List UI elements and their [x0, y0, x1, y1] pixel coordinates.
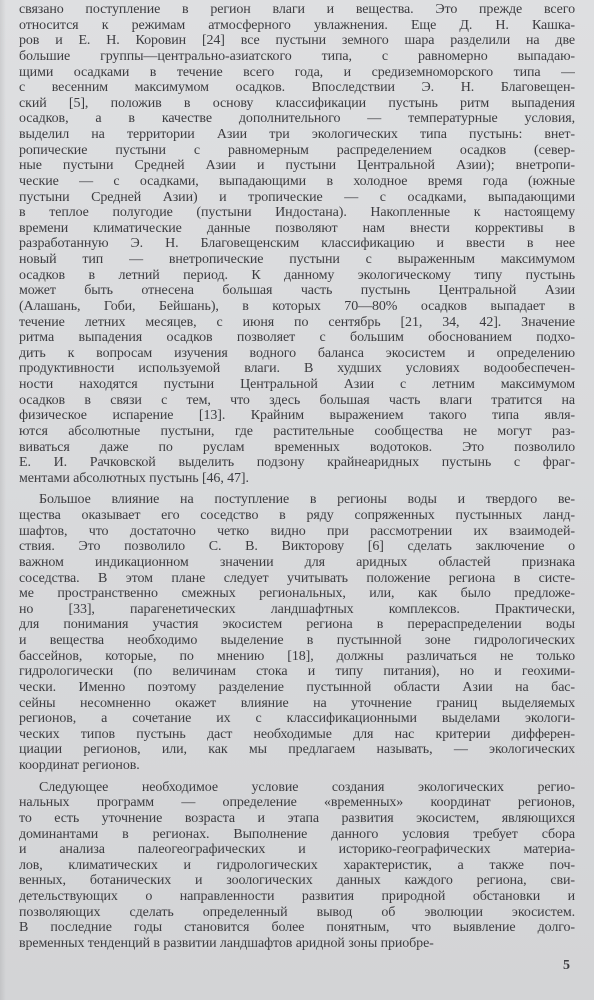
page-number: 5: [563, 958, 570, 973]
text-line: виваться даже по руслам временных водотоков. Это позволило: [19, 439, 575, 455]
text-line: лов, климатических и гидрологических характеристик, а также поч-: [19, 857, 575, 873]
text-line: доминантами в регионах. Выполнение данного условия требует сбора: [19, 826, 575, 842]
text-line: ности находятся пустыни Центральной Азии с летним максимумом: [19, 377, 575, 392]
text-line: осадков в связи с тем, что здесь большая часть влаги тратится на: [19, 392, 575, 408]
text-line: течение летних месяцев, с июня по сентябрь [21, 34, 42]. Значение: [19, 314, 575, 330]
text-line: ческих типов пустынь даст необходимые для нас критерии дифферен-: [19, 726, 575, 742]
text-line: (Алашань, Гоби, Бейшань), в которых 70—80% осадков выпадает в: [19, 298, 575, 314]
text-line: венных, ботанических и зоологических данных каждого региона, сви-: [19, 873, 575, 889]
text-line: ский [5], положив в основу классификации пустынь ритм выпадения: [19, 95, 575, 111]
text-line: нальных программ — определение «временных» координат регионов,: [19, 795, 575, 811]
paragraph-3: [19, 780, 575, 952]
text-line: сейны несомненно окажет влияние на уточнение границ выделяемых: [19, 695, 575, 711]
text-line: ропические пустыни с равномерным распределением осадков (север-: [19, 142, 575, 158]
text-line: ются абсолютные пустыни, где растительные сообщества не могут раз-: [19, 423, 575, 439]
text-line: ров и Е. Н. Коровин [24] все пустыни земного шара разделили на две: [19, 33, 575, 49]
text-line: щества оказывает его соседство в ряду сопряженных пустынных ланд-: [19, 508, 575, 523]
text-line: относится к режимам атмосферного увлажнения. Еще Д. Н. Кашка-: [19, 17, 575, 33]
page-body: [19, 2, 575, 952]
text-line: дить к вопросам изучения водного баланса экосистем и определению: [19, 345, 575, 361]
text-line: разработанную Э. Н. Благовещенским классификацию и ввести в нее: [19, 236, 575, 252]
text-line: В последние годы становится более понятным, что выявление долго-: [19, 920, 575, 936]
text-line: осадков в летний период. К данному экологическому типу пустынь: [19, 267, 575, 283]
text-line: соседства. В этом плане следует учитывать положение региона в систе-: [19, 570, 575, 586]
page-edge-shadow: [0, 0, 6, 1000]
text-line: с весенним максимумом осадков. Впоследствии Э. Н. Благовещен-: [19, 80, 575, 96]
text-line: то есть уточнение возраста и этапа развития экосистем, являющихся: [19, 810, 575, 826]
text-line: координат регионов.: [19, 758, 140, 773]
text-line: ные пустыни Средней Азии и пустыни Центральной Азии); внетропи-: [19, 158, 575, 174]
text-line: позволяющих сделать определенный вывод об эволюции экосистем.: [19, 904, 575, 920]
text-line: выделил на территории Азии три экологических типа пустынь: внет-: [19, 127, 575, 142]
text-line: гидрологически (по величинам стока и типу питания), но и геохими-: [19, 664, 575, 680]
text-line: ческие — с осадками, выпадающими в холодное время года (южные: [19, 173, 575, 189]
text-line: чески. Именно поэтому разделение пустынной области Азии на бас-: [19, 679, 575, 695]
text-line: бассейнов, которые, по мнению [18], должны различаться не только: [19, 648, 575, 664]
text-line: большие группы—центрально-азиатского типа, с равномерно выпадаю-: [19, 48, 575, 64]
text-line: шафтов, что достаточно четко видно при рассмотрении их взаимодей-: [19, 523, 575, 539]
text-line: важном индикационном значении для аридных областей признака: [19, 554, 575, 570]
text-line: и анализа палеогеографических и историко-географических материа-: [19, 842, 575, 858]
text-line: ментами абсолютных пустынь [46, 47].: [19, 470, 249, 486]
text-line: щими осадками в течение всего года, и средиземноморского типа —: [19, 64, 575, 80]
text-line: в теплое полугодие (пустыни Индостана). Накопленные к настоящему: [19, 205, 575, 221]
text-line: осадков, а в качестве дополнительного — температурные условия,: [19, 111, 575, 127]
text-line: ритма выпадения осадков позволяет с большим обоснованием подхо-: [19, 330, 575, 346]
text-line: связано поступление в регион влаги и вещества. Это прежде всего: [19, 2, 575, 17]
text-line: времени климатические данные позволяют нам внести коррективы в: [19, 220, 575, 236]
text-line: временных тенденций в развитии ландшафтов аридной зоны приобре-: [19, 935, 434, 951]
text-line: может быть отнесена большая часть пустынь Центральной Азии: [19, 283, 575, 299]
text-line: продуктивности используемой влаги. В худших условиях водообеспечен-: [19, 361, 575, 377]
text-line: регионов, а сочетание их с классификационными выделами экологи-: [19, 711, 575, 727]
text-line: физическое испарение [13]. Крайним выражением такого типа явля-: [19, 408, 575, 424]
text-line: новый тип — внетропические пустыни с выраженным максимумом: [19, 252, 575, 267]
text-line: и вещества необходимо выделение в пустынной зоне гидрологических: [19, 633, 575, 648]
text-line: для понимания участия экосистем региона в перераспределении воды: [19, 617, 575, 633]
text-line: детельствующих о направленности развития природной обстановки и: [19, 889, 575, 904]
text-line: ствия. Это позволило С. В. Викторову [6] сделать заключение о: [19, 539, 575, 555]
text-line: циации регионов, или, как мы предлагаем называть, — экологических: [19, 742, 575, 758]
text-line: пустыни Средней Азии) и тропические — с осадками, выпадающими: [19, 189, 575, 205]
text-line: но [33], парагенетических ландшафтных комплексов. Практически,: [19, 601, 575, 617]
text-line: ме пространственно смежных региональных, или, как было предложе-: [19, 586, 575, 602]
text-line: Е. И. Рачковской выделить подзону крайнеаридных пустынь с фраг-: [19, 455, 575, 471]
text-line: Следующее необходимое условие создания экологических регио-: [39, 779, 575, 795]
paragraph-2: [19, 492, 575, 773]
text-line: Большое влияние на поступление в регионы воды и твердого ве-: [39, 492, 575, 508]
paragraph-1: [19, 2, 575, 486]
